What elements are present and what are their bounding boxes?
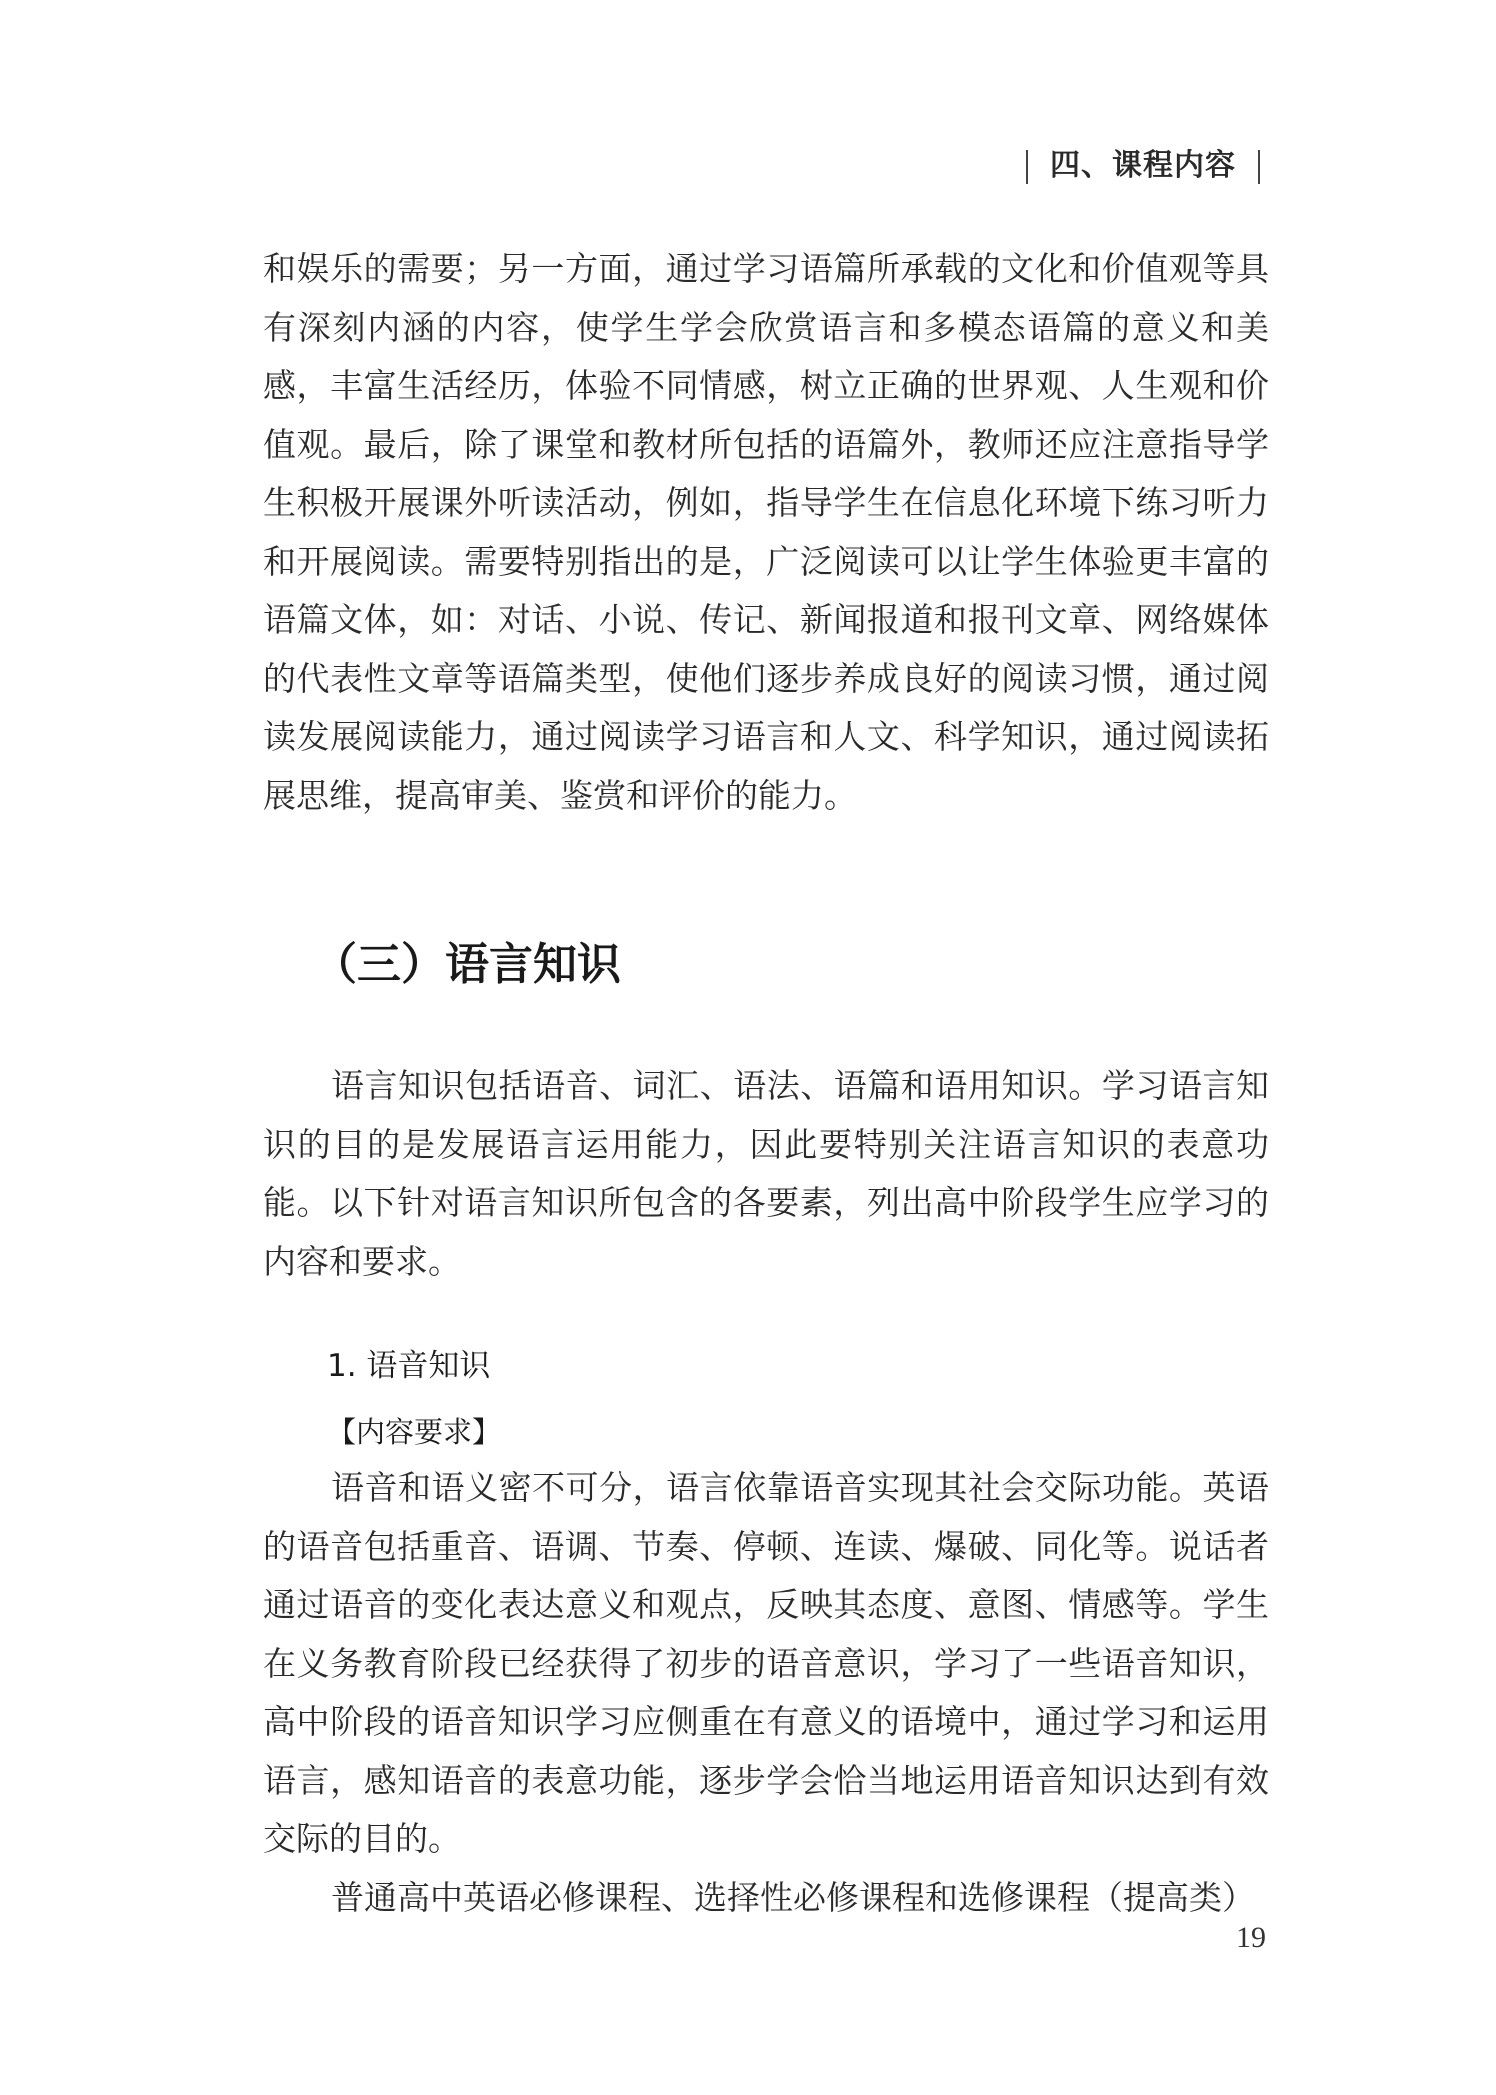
paragraph-courses: 普通高中英语必修课程、选择性必修课程和选修课程（提高类） (331, 1877, 1255, 1917)
subsection-title: 1. 语音知识 (327, 1348, 491, 1384)
page-number: 19 (1236, 1921, 1266, 1954)
chapter-title: 四、课程内容 (1050, 148, 1236, 183)
section-title: （三）语言知识 (313, 939, 621, 990)
paragraph-language-knowledge: 语言知识包括语音、词汇、语法、语篇和语用知识。学习语言知识的目的是发展语言运用能力，因此要特别关注语言知识的表意功能。以下针对语言知识所包含的各要素，列出高中阶段学生应学习的内容和要求。 (263, 1066, 1269, 1281)
header-divider-left (1026, 150, 1028, 184)
page-body (263, 240, 1269, 1927)
running-header (1004, 140, 1282, 184)
paragraph-continuation: 和娱乐的需要；另一方面，通过学习语篇所承载的文化和价值观等具有深刻内涵的内容，使学生学会欣赏语言和多模态语篇的意义和美感，丰富生活经历，体验不同情感，树立正确的世界观、人生观和价值观。最后，除了课堂和教材所包括的语篇外，教师还应注意指导学生积极开展课外听读活动，例如，指导学生在信息化环境下练习听力和开展阅读。需要特别指出的是，广泛阅读可以让学生体验更丰富的语篇文体，如：对话、小说、传记、新闻报道和报刊文章、网络媒体的代表性文章等语篇类型，使他们逐步养成良好的阅读习惯，通过阅读发展阅读能力，通过阅读学习语言和人文、科学知识，通过阅读拓展思维，提高审美、鉴赏和评价的能力。 (263, 249, 1269, 815)
spacer (263, 995, 1269, 1057)
paragraph-phonetics: 语音和语义密不可分，语言依靠语音实现其社会交际功能。英语的语音包括重音、语调、节奏、停顿、连读、爆破、同化等。说话者通过语音的变化表达意义和观点，反映其态度、意图、情感等。学生在义务教育阶段已经获得了初步的语音意识，学习了一些语音知识，高中阶段的语音知识学习应侧重在有意义的语境中，通过学习和运用语言，感知语音的表意功能，逐步学会恰当地运用语音知识达到有效交际的目的。 (263, 1468, 1269, 1858)
content-requirements-label: 【内容要求】 (327, 1415, 502, 1449)
header-divider-right (1258, 150, 1260, 184)
